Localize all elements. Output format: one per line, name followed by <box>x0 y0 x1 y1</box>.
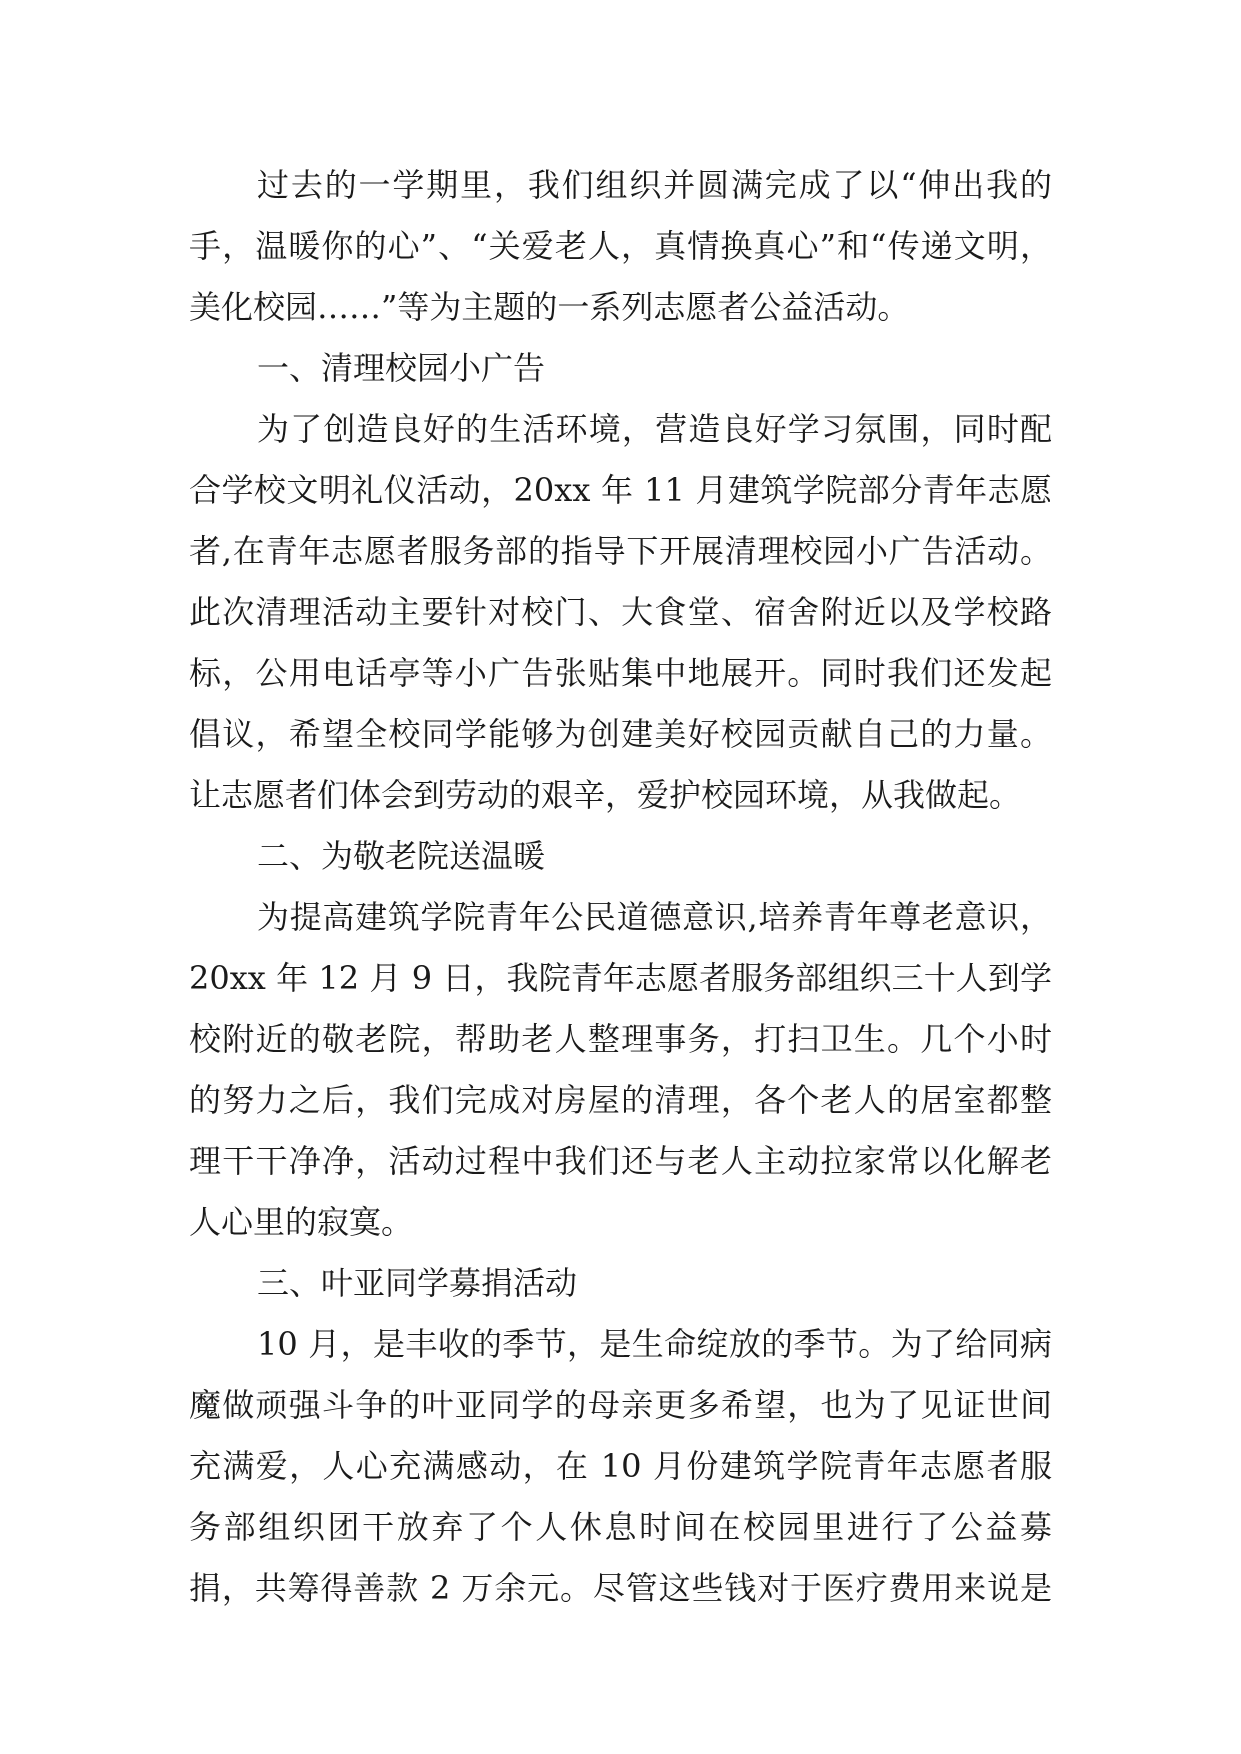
text-line: 捐，共筹得善款 2 万余元。尽管这些钱对于医疗费用来说是 <box>189 1569 1052 1607</box>
text-line: 标，公用电话亭等小广告张贴集中地展开。同时我们还发起 <box>189 654 1052 692</box>
text-line: 合学校文明礼仪活动，20xx 年 11 月建筑学院部分青年志愿 <box>189 471 1052 509</box>
text-line: 让志愿者们体会到劳动的艰辛，爱护校园环境，从我做起。 <box>189 776 1022 814</box>
text-line: 过去的一学期里，我们组织并圆满完成了以“伸出我的 <box>257 166 1052 204</box>
text-line: 20xx 年 12 月 9 日，我院青年志愿者服务部组织三十人到学 <box>189 959 1052 997</box>
text-line: 一、清理校园小广告 <box>257 349 546 387</box>
text-line: 者,在青年志愿者服务部的指导下开展清理校园小广告活动。 <box>189 532 1052 570</box>
document-body <box>189 155 1052 1619</box>
text-line: 手，温暖你的心”、“关爱老人，真情换真心”和“传递文明， <box>189 227 1052 265</box>
text-line: 的努力之后，我们完成对房屋的清理，各个老人的居室都整 <box>189 1081 1052 1119</box>
text-line: 此次清理活动主要针对校门、大食堂、宿舍附近以及学校路 <box>189 593 1052 631</box>
text-line: 三、叶亚同学募捐活动 <box>257 1264 578 1302</box>
text-line: 人心里的寂寞。 <box>189 1203 414 1241</box>
text-line: 为提高建筑学院青年公民道德意识,培养青年尊老意识， <box>257 898 1052 936</box>
text-line: 充满爱，人心充满感动，在 10 月份建筑学院青年志愿者服 <box>189 1447 1052 1485</box>
text-line: 10 月，是丰收的季节，是生命绽放的季节。为了给同病 <box>257 1325 1052 1363</box>
text-line: 倡议，希望全校同学能够为创建美好校园贡献自己的力量。 <box>189 715 1052 753</box>
text-line: 美化校园……”等为主题的一系列志愿者公益活动。 <box>189 288 910 326</box>
text-line: 理干干净净，活动过程中我们还与老人主动拉家常以化解老 <box>189 1142 1052 1180</box>
text-line: 魔做顽强斗争的叶亚同学的母亲更多希望，也为了见证世间 <box>189 1386 1052 1424</box>
text-line: 务部组织团干放弃了个人休息时间在校园里进行了公益募 <box>189 1508 1052 1546</box>
text-line: 二、为敬老院送温暖 <box>257 837 546 875</box>
text-line: 校附近的敬老院，帮助老人整理事务，打扫卫生。几个小时 <box>189 1020 1052 1058</box>
text-line: 为了创造良好的生活环境，营造良好学习氛围，同时配 <box>257 410 1052 448</box>
